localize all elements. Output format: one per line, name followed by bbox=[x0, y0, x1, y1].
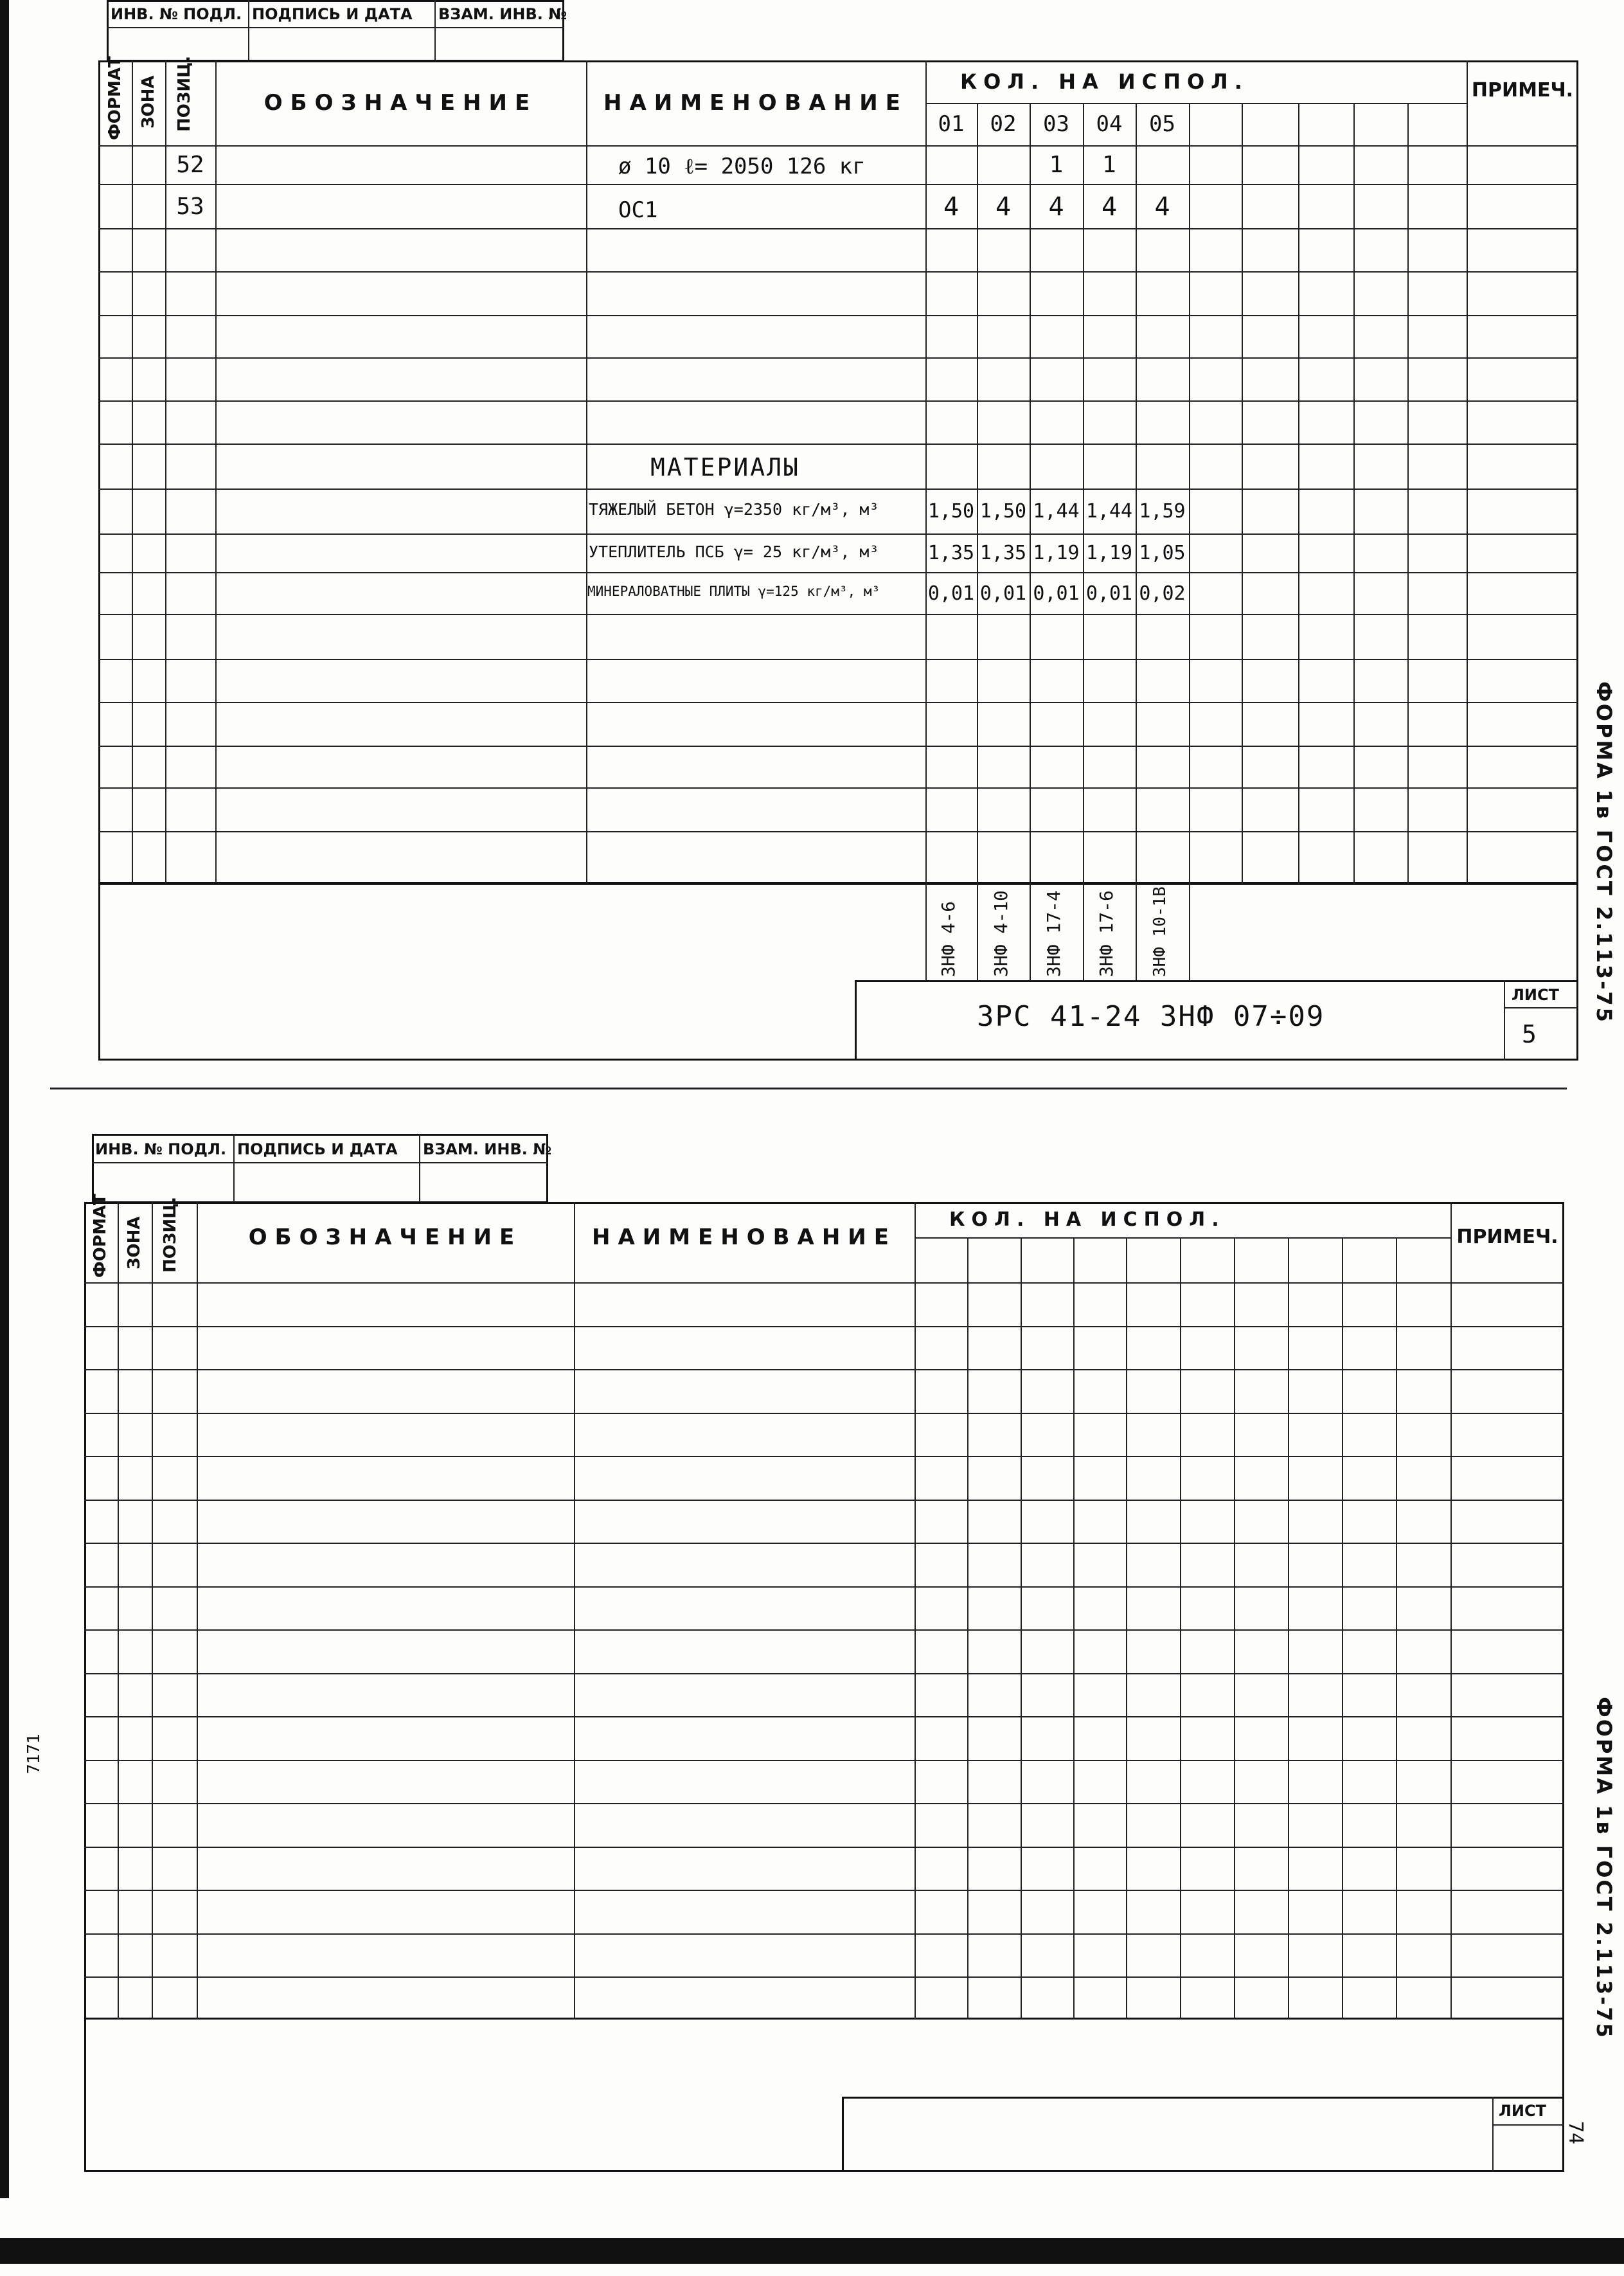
row-poz: 53 bbox=[176, 193, 204, 220]
material-qty: 1,44 bbox=[1085, 500, 1133, 523]
material-qty: 1,19 bbox=[1033, 542, 1080, 564]
material-qty: 1,35 bbox=[979, 542, 1027, 564]
sheet-separator bbox=[50, 1088, 1567, 1089]
material-qty: 0,02 bbox=[1139, 582, 1186, 605]
row-qty: 4 bbox=[943, 192, 959, 222]
row-qty: 4 bbox=[995, 192, 1012, 222]
list-label: ЛИСТ bbox=[1512, 986, 1560, 1004]
material-qty: 0,01 bbox=[1085, 582, 1133, 605]
stamp-inv-podl: ИНВ. № ПОДЛ. bbox=[95, 1140, 227, 1158]
page-number: 74 bbox=[1564, 2121, 1587, 2145]
doc-code: 3РС 41-24 3НФ 07÷09 bbox=[977, 1000, 1325, 1033]
material-qty: 1,50 bbox=[927, 500, 975, 523]
row-qty bbox=[925, 147, 977, 184]
list-label: ЛИСТ bbox=[1499, 2102, 1547, 2120]
row-qty: 1 bbox=[1102, 152, 1116, 178]
stamp-podpis-data: ПОДПИСЬ И ДАТА bbox=[237, 1140, 398, 1158]
material-qty: 1,05 bbox=[1139, 542, 1186, 564]
materials-title: МАТЕРИАЛЫ bbox=[650, 453, 800, 481]
margin-mark: 7171 bbox=[24, 1734, 44, 1774]
variant-label: 3НФ 4-6 bbox=[938, 901, 959, 977]
row-qty: 1 bbox=[1049, 152, 1064, 178]
material-name: ТЯЖЕЛЫЙ БЕТОН γ=2350 кг/м³, м³ bbox=[589, 500, 879, 519]
material-qty: 1,44 bbox=[1033, 500, 1080, 523]
ispoln-col: 01 bbox=[938, 111, 965, 137]
header-format: ФОРМАТ bbox=[91, 1194, 110, 1278]
header-kol-na-ispoln: КОЛ. НА ИСПОЛ. bbox=[960, 69, 1249, 94]
row-qty: 4 bbox=[1154, 192, 1170, 222]
row-name: ОС1 bbox=[618, 197, 658, 223]
material-qty: 1,19 bbox=[1085, 542, 1133, 564]
material-qty: 1,59 bbox=[1139, 500, 1186, 523]
material-qty: 0,01 bbox=[1033, 582, 1080, 605]
stamp-vzam-inv: ВЗАМ. ИНВ. № bbox=[438, 5, 567, 23]
header-oboznachenie: ОБОЗНАЧЕНИЕ bbox=[263, 90, 538, 116]
header-naimenovanie: НАИМЕНОВАНИЕ bbox=[591, 1224, 897, 1250]
variant-label: 3НФ 17-6 bbox=[1096, 890, 1117, 977]
ispoln-col: 03 bbox=[1043, 111, 1069, 137]
header-poz: ПОЗИЦ. bbox=[175, 55, 194, 132]
material-qty: 1,35 bbox=[927, 542, 975, 564]
material-qty: 1,50 bbox=[979, 500, 1027, 523]
header-poz: ПОЗИЦ. bbox=[161, 1196, 180, 1273]
stamp-podpis-data: ПОДПИСЬ И ДАТА bbox=[252, 5, 413, 23]
stamp-inv-podl: ИНВ. № ПОДЛ. bbox=[111, 5, 242, 23]
variant-label: 3НФ 10-1В bbox=[1150, 886, 1170, 977]
variant-label: 3НФ 4-10 bbox=[990, 890, 1012, 977]
material-qty: 0,01 bbox=[979, 582, 1027, 605]
header-naimenovanie: НАИМЕНОВАНИЕ bbox=[603, 90, 908, 116]
row-qty bbox=[977, 147, 1030, 184]
material-qty: 0,01 bbox=[927, 582, 975, 605]
variant-label: 3НФ 17-4 bbox=[1043, 890, 1064, 977]
header-primech: ПРИМЕЧ. bbox=[1456, 1226, 1558, 1248]
sheet2-title-block bbox=[842, 2097, 1564, 2172]
side-form-caption: ФОРМА 1в ГОСТ 2.113-75 bbox=[1592, 681, 1616, 1024]
stamp-vzam-inv: ВЗАМ. ИНВ. № bbox=[423, 1140, 552, 1158]
row-poz: 52 bbox=[176, 152, 204, 178]
row-qty: 4 bbox=[1048, 192, 1064, 222]
left-binding-line bbox=[0, 0, 9, 2198]
ispoln-col: 02 bbox=[990, 111, 1017, 137]
header-primech: ПРИМЕЧ. bbox=[1471, 79, 1574, 102]
header-oboznachenie: ОБОЗНАЧЕНИЕ bbox=[248, 1224, 522, 1250]
ispoln-col: 04 bbox=[1096, 111, 1123, 137]
row-qty bbox=[1136, 147, 1189, 184]
header-zona: ЗОНА bbox=[125, 1216, 144, 1269]
list-number: 5 bbox=[1522, 1020, 1537, 1048]
bottom-border-line bbox=[0, 2238, 1624, 2264]
header-kol-na-ispoln: КОЛ. НА ИСПОЛ. bbox=[949, 1208, 1226, 1231]
header-format: ФОРМАТ bbox=[105, 56, 125, 140]
side-form-caption: ФОРМА 1в ГОСТ 2.113-75 bbox=[1592, 1697, 1616, 2039]
row-qty: 4 bbox=[1101, 192, 1118, 222]
ispoln-col: 05 bbox=[1149, 111, 1175, 137]
material-name: МИНЕРАЛОВАТНЫЕ ПЛИТЫ γ=125 кг/м³, м³ bbox=[587, 584, 880, 599]
row-name: ø 10 ℓ= 2050 126 кг bbox=[618, 154, 866, 179]
header-zona: ЗОНА bbox=[139, 75, 158, 129]
material-name: УТЕПЛИТЕЛЬ ПСБ γ= 25 кг/м³, м³ bbox=[589, 542, 879, 561]
